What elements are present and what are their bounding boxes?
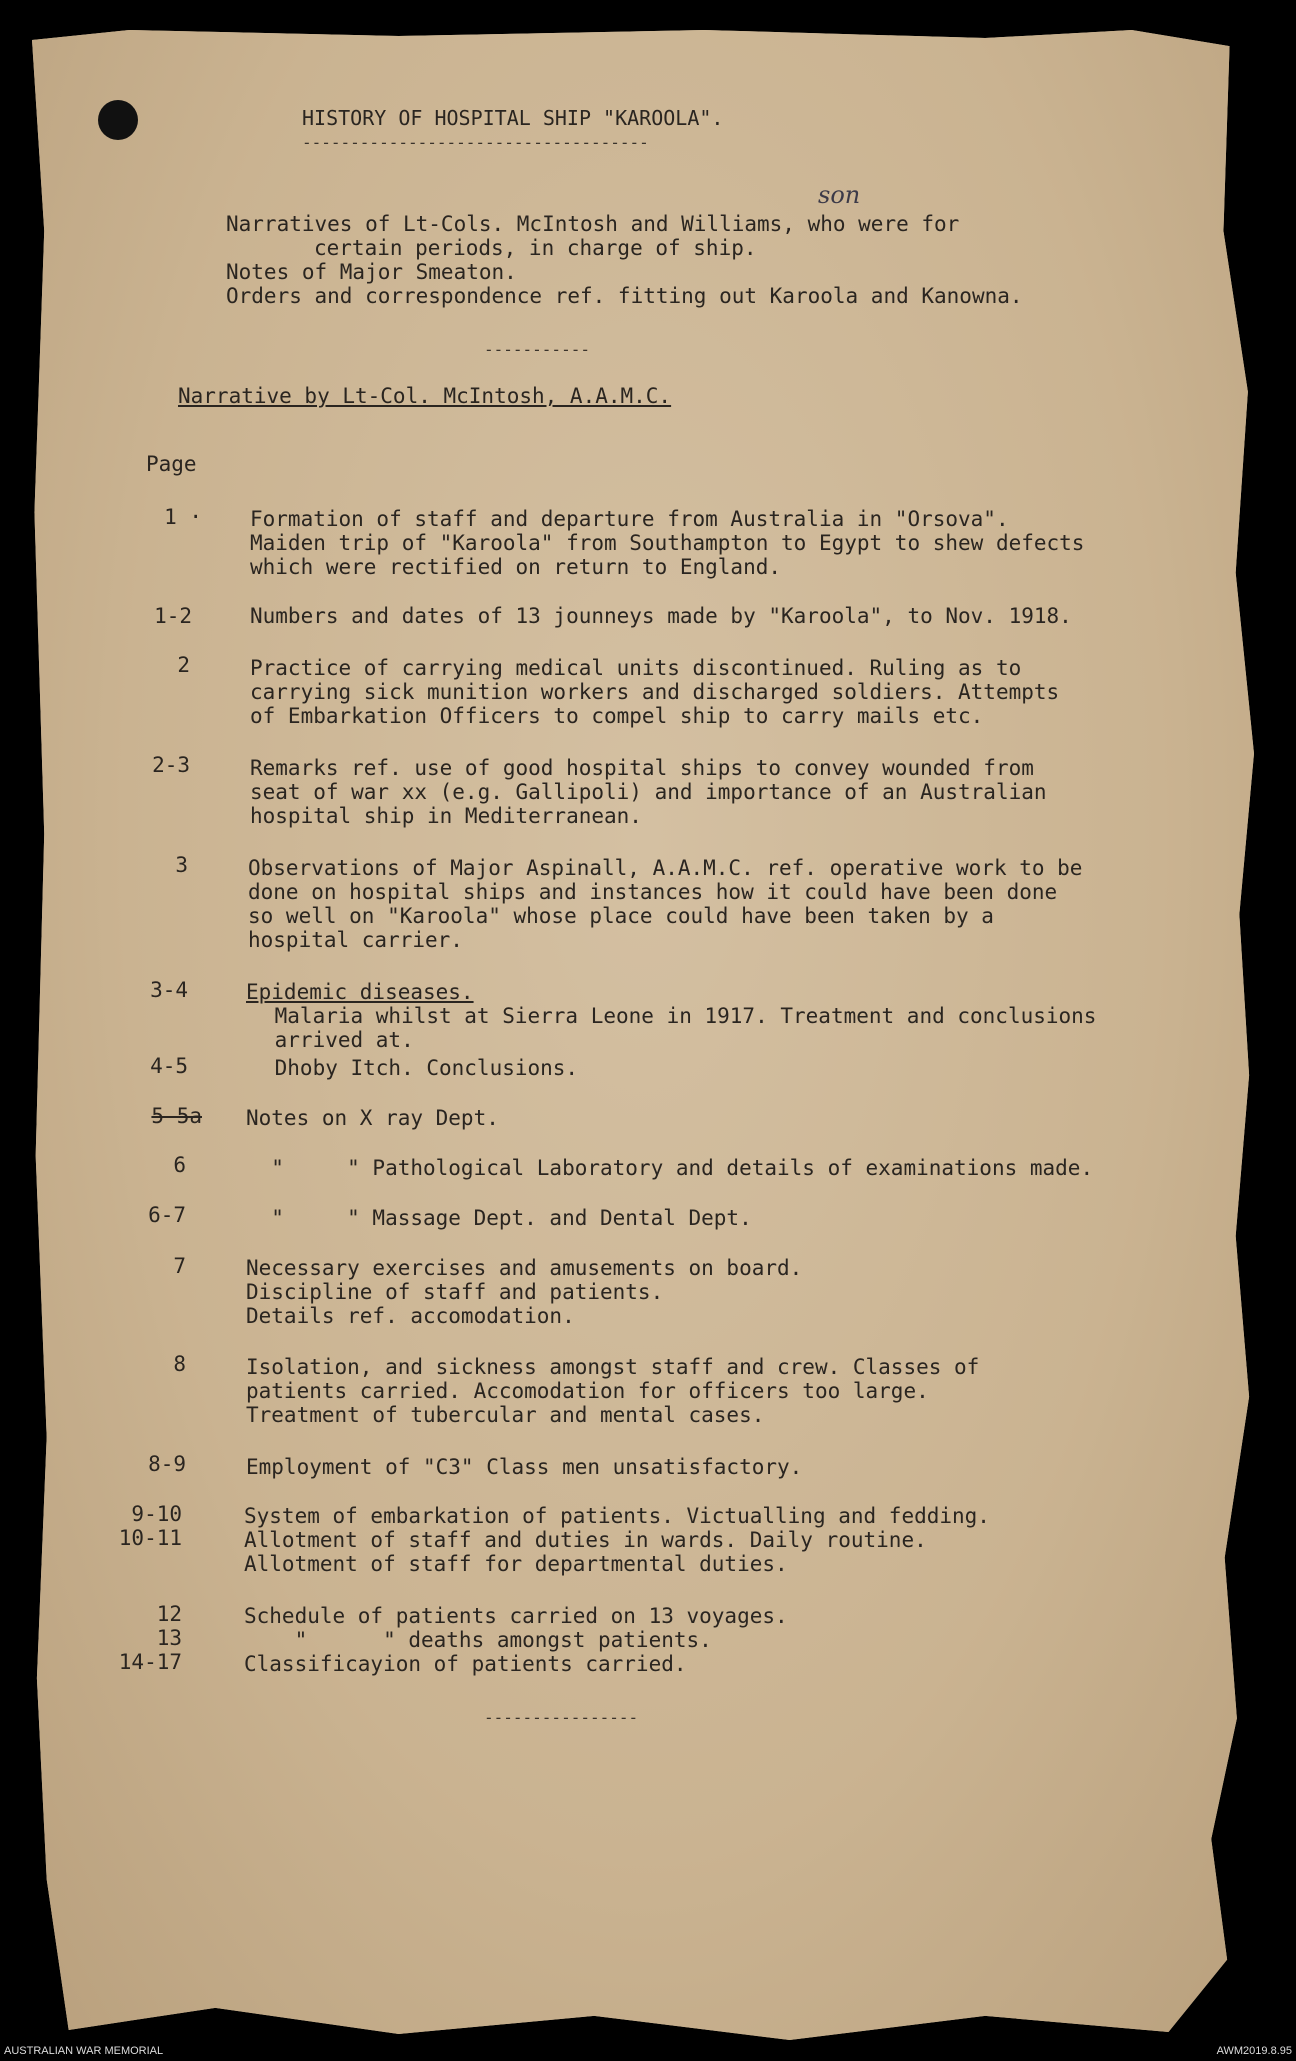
footer-reference: AWM2019.8.95 <box>1216 2045 1292 2057</box>
handwritten-correction: son <box>818 181 861 209</box>
entry-line: Allotment of staff and duties in wards. Daily routine. <box>244 1528 927 1552</box>
title-rule: ------------------------------------ <box>302 133 649 152</box>
entry-line: Dhoby Itch. Conclusions. <box>262 1056 579 1080</box>
entry-line: hospital carrier. <box>248 928 463 952</box>
document-title: HISTORY OF HOSPITAL SHIP "KAROOLA". <box>302 106 724 130</box>
entry-page: 2 <box>177 653 190 677</box>
document-sheet <box>32 30 1254 2040</box>
entry-page: 8 <box>173 1352 186 1376</box>
entry-line: hospital ship in Mediterranean. <box>250 804 642 828</box>
section-heading: Narrative by Lt-Col. McIntosh, A.A.M.C. <box>178 384 672 408</box>
entry-line: " " Massage Dept. and Dental Dept. <box>246 1206 752 1230</box>
entry-line: Malaria whilst at Sierra Leone in 1917. Treatment and conclusions <box>262 1004 1097 1028</box>
entry-subheading: Epidemic diseases. <box>246 980 474 1004</box>
entry-page: 1 · <box>164 505 202 529</box>
entry-page: 7 <box>173 1254 186 1278</box>
entry-line: Employment of "C3" Class men unsatisfactory. <box>246 1455 803 1479</box>
entry-page: 9-10 <box>131 1502 182 1526</box>
entry-line: Maiden trip of "Karoola" from Southampton to Egypt to shew defects <box>250 531 1085 555</box>
entry-line: carrying sick munition workers and discharged soldiers. Attempts <box>250 680 1060 704</box>
intro-line-1: Narratives of Lt-Cols. McIntosh and Williams, who were for <box>226 212 960 236</box>
entry-line: Necessary exercises and amusements on board. <box>246 1256 803 1280</box>
entry-line: patients carried. Accomodation for officers too large. <box>246 1379 929 1403</box>
entry-page: 13 <box>156 1626 182 1650</box>
entry-line: Classificayion of patients carried. <box>244 1652 687 1676</box>
entry-line: so well on "Karoola" whose place could have been taken by a <box>248 904 994 928</box>
entry-line: Observations of Major Aspinall, A.A.M.C. ref. operative work to be <box>248 856 1083 880</box>
entry-line: Practice of carrying medical units discontinued. Ruling as to <box>250 656 1022 680</box>
entry-line: Schedule of patients carried on 13 voyages. <box>244 1604 788 1628</box>
entry-line: Notes on X ray Dept. <box>246 1106 499 1130</box>
separator-rule: ----------- <box>484 340 590 359</box>
intro-line-2: certain periods, in charge of ship. <box>314 236 757 260</box>
entry-page: 10-11 <box>118 1526 182 1550</box>
entry-page: 8-9 <box>148 1452 186 1476</box>
footer-source: AUSTRALIAN WAR MEMORIAL <box>4 2045 164 2057</box>
intro-line-4: Orders and correspondence ref. fitting out Karoola and Kanowna. <box>226 284 1023 308</box>
entry-line: done on hospital ships and instances how it could have been done <box>248 880 1058 904</box>
entry-line: Isolation, and sickness amongst staff and crew. Classes of <box>246 1355 980 1379</box>
entry-page: 3-4 <box>150 978 188 1002</box>
entry-line: " " Pathological Laboratory and details of examinations made. <box>246 1156 1094 1180</box>
punch-hole <box>98 100 138 140</box>
intro-line-3: Notes of Major Smeaton. <box>226 260 517 284</box>
end-rule: ---------------- <box>484 1708 639 1727</box>
entry-line: Formation of staff and departure from Australia in "Orsova". <box>250 507 1009 531</box>
entry-line: Details ref. accomodation. <box>246 1304 575 1328</box>
entry-page: 3 <box>175 853 188 877</box>
entry-page: 4-5 <box>150 1054 188 1078</box>
entry-line: " " deaths amongst patients. <box>244 1628 712 1652</box>
entry-line: Treatment of tubercular and mental cases. <box>246 1403 765 1427</box>
entry-line: Discipline of staff and patients. <box>246 1280 664 1304</box>
page-column-label: Page <box>146 452 197 476</box>
entry-page: 1-2 <box>154 604 192 628</box>
entry-line: Remarks ref. use of good hospital ships to convey wounded from <box>250 756 1034 780</box>
entry-page: 6-7 <box>148 1203 186 1227</box>
entry-page: 14-17 <box>118 1650 182 1674</box>
entry-page: 5-5a <box>151 1104 202 1128</box>
entry-line: System of embarkation of patients. Victualling and fedding. <box>244 1504 990 1528</box>
entry-line: which were rectified on return to England. <box>250 555 782 579</box>
entry-line: seat of war xx (e.g. Gallipoli) and importance of an Australian <box>250 780 1047 804</box>
entry-page: 6 <box>173 1153 186 1177</box>
entry-page: 12 <box>156 1602 182 1626</box>
entry-line: arrived at. <box>262 1028 414 1052</box>
entry-line: of Embarkation Officers to compel ship to carry mails etc. <box>250 704 984 728</box>
entry-line: Allotment of staff for departmental duties. <box>244 1552 788 1576</box>
entry-line: Numbers and dates of 13 jounneys made by "Karoola", to Nov. 1918. <box>250 604 1072 628</box>
entry-page: 2-3 <box>152 753 190 777</box>
